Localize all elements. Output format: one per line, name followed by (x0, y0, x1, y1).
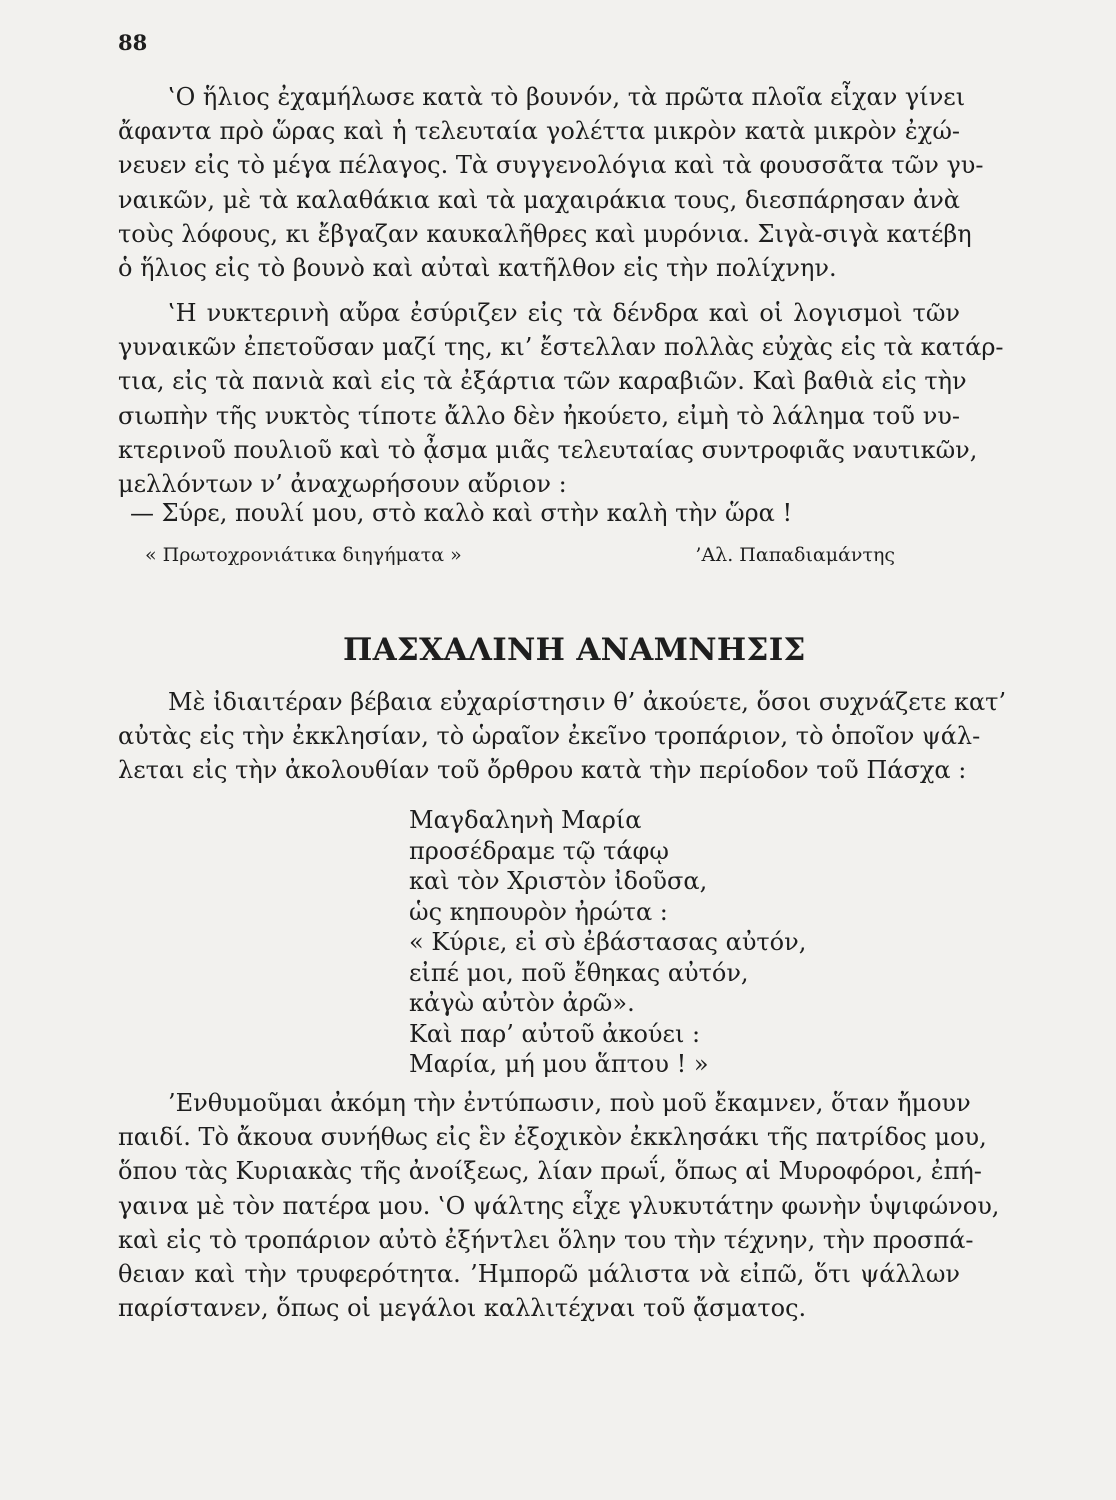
text-line: ‛Η νυκτερινὴ αὔρα ἐσύριζεν εἰς τὰ δένδρα καὶ οἱ λογισμοὶ τῶν (168, 299, 960, 327)
hymn-line: Καὶ παρ’ αὐτοῦ ἀκούει : (409, 1019, 701, 1048)
text-line: ‛Ο ἥλιος ἐχαμήλωσε κατὰ τὸ βουνόν, τὰ πρῶτα πλοῖα εἶχαν γίνει (168, 83, 966, 111)
citation-source: « Πρωτοχρονιάτικα διηγήματα » (145, 544, 462, 566)
intro-paragraph (118, 685, 1007, 788)
hymn-line: προσέδραμε τῷ τάφῳ (409, 836, 669, 865)
text-line: Μὲ ἰδιαιτέραν βέβαια εὐχαρίστησιν θ’ ἀκούετε, ὅσοι συχνάζετε κατ’ (168, 688, 1007, 716)
hymn-line: εἰπέ μοι, ποῦ ἔθηκας αὐτόν, (409, 958, 749, 987)
hymn-line: καὶ τὸν Χριστὸν ἰδοῦσα, (409, 867, 708, 895)
text-line: λεται εἰς τὴν ἀκολουθίαν τοῦ ὄρθρου κατὰ τὴν περίοδον τοῦ Πάσχα : (118, 756, 967, 785)
text-line: παιδί. Τὸ ἄκουα συνήθως εἰς ἓν ἐξοχικὸν ἐκκλησάκι τῆς πατρίδος μου, (118, 1123, 987, 1152)
hymn-line: ὡς κηπουρὸν ἠρώτα : (409, 897, 668, 926)
article-title: ΠΑΣΧΑΛΙΝΗ ΑΝΑΜΝΗΣΙΣ (343, 632, 806, 668)
text-line: γαινα μὲ τὸν πατέρα μου. ‛Ο ψάλτης εἶχε γλυκυτάτην φωνὴν ὑψιφώνου, (118, 1191, 1000, 1220)
hymn-line: Μαρία, μή μου ἅπτου ! » (409, 1050, 709, 1078)
excerpt-paragraph-2 (118, 296, 1004, 501)
text-line: ἄφαντα πρὸ ὥρας καὶ ἡ τελευταία γολέττα μικρὸν κατὰ μικρὸν ἐχώ- (118, 117, 960, 146)
text-line: αὐτὰς εἰς τὴν ἐκκλησίαν, τὸ ὡραῖον ἐκεῖνο τροπάριον, τὸ ὁποῖον ψάλ- (118, 722, 981, 751)
text-line: παρίστανεν, ὅπως οἱ μεγάλοι καλλιτέχναι τοῦ ᾄσματος. (118, 1294, 807, 1323)
text-line: νευεν εἰς τὸ μέγα πέλαγος. Τὰ συγγενολόγια καὶ τὰ φουσσᾶτα τῶν γυ- (118, 151, 984, 180)
text-line: ὅπου τὰς Κυριακὰς τῆς ἀνοίξεως, λίαν πρωΐ, ὅπως αἱ Μυροφόροι, ἐπή- (118, 1157, 982, 1186)
text-line: τοὺς λόφους, κι ἔβγαζαν καυκαλῆθρες καὶ μυρόνια. Σιγὰ-σιγὰ κατέβη (118, 219, 972, 248)
text-line: γυναικῶν ἐπετοῦσαν μαζί της, κι’ ἔστελλαν πολλὰς εὐχὰς εἰς τὰ κατάρ- (118, 333, 1004, 362)
text-line: σιωπὴν τῆς νυκτὸς τίποτε ἄλλο δὲν ἠκούετο, εἰμὴ τὸ λάλημα τοῦ νυ- (118, 401, 960, 430)
text-line: ναικῶν, μὲ τὰ καλαθάκια καὶ τὰ μαχαιράκια τους, διεσπάρησαν ἀνὰ (118, 185, 960, 214)
hymn-line: Μαγδαληνὴ Μαρία (409, 806, 642, 834)
text-line: ’Ενθυμοῦμαι ἀκόμη τὴν ἐντύπωσιν, ποὺ μοῦ ἔκαμνεν, ὅταν ἤμουν (168, 1089, 971, 1117)
memory-paragraph (118, 1086, 1000, 1325)
excerpt-paragraph-1 (118, 80, 984, 285)
text-line: κτερινοῦ πουλιοῦ καὶ τὸ ᾆσμα μιᾶς τελευταίας συντροφιᾶς ναυτικῶν, (118, 435, 978, 464)
hymn-verse (409, 805, 806, 1080)
citation-author: ’Αλ. Παπαδιαμάντης (695, 544, 895, 566)
hymn-line: « Κύριε, εἰ σὺ ἐβάστασας αὐτόν, (409, 928, 807, 956)
farewell-line: — Σύρε, πουλί μου, στὸ καλὸ καὶ στὴν καλὴ τὴν ὥρα ! (130, 499, 793, 527)
text-line: θειαν καὶ τὴν τρυφερότητα. ’Ημπορῶ μάλιστα νὰ εἰπῶ, ὅτι ψάλλων (118, 1260, 960, 1289)
text-line: ὁ ἥλιος εἰς τὸ βουνὸ καὶ αὐταὶ κατῆλθον εἰς τὴν πολίχνην. (118, 254, 837, 283)
text-line: τια, εἰς τὰ πανιὰ καὶ εἰς τὰ ἐξάρτια τῶν καραβιῶν. Καὶ βαθιὰ εἰς τὴν (118, 367, 967, 396)
hymn-line: κἀγὼ αὐτὸν ἀρῶ». (409, 989, 635, 1017)
text-line: καὶ εἰς τὸ τροπάριον αὐτὸ ἐξήντλει ὅλην του τὴν τέχνην, τὴν προσπά- (118, 1225, 974, 1254)
page-number: 88 (118, 30, 148, 55)
text-line: μελλόντων ν’ ἀναχωρήσουν αὔριον : (118, 470, 567, 499)
